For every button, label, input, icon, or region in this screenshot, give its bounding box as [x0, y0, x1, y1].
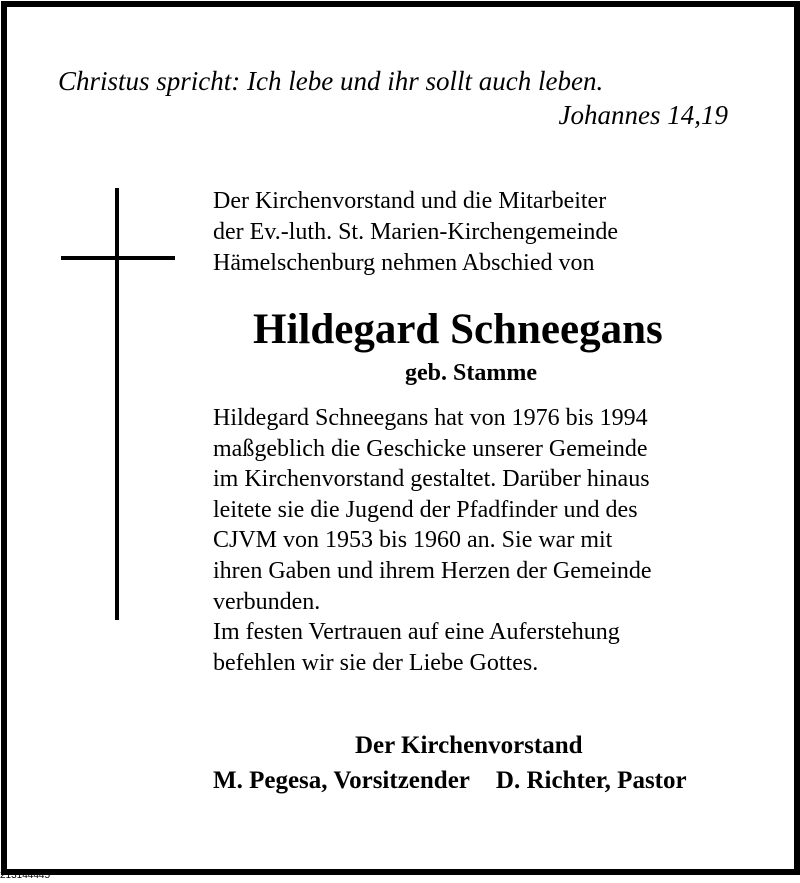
cross-vertical-bar [115, 188, 119, 620]
cross-horizontal-bar [61, 256, 175, 260]
tribute-text [213, 403, 651, 678]
tribute-line: befehlen wir sie der Liebe Gottes. [213, 649, 539, 676]
deceased-name: Hildegard Schneegans [253, 306, 663, 353]
tribute-line: leitete sie die Jugend der Pfadfinder und des [213, 496, 638, 523]
signer-pastor: D. Richter, Pastor [495, 767, 687, 794]
tribute-line: ihren Gaben und ihrem Herzen der Gemeinde [213, 557, 652, 584]
maiden-name: geb. Stamme [405, 360, 537, 386]
ad-code: 213144445 [0, 870, 51, 881]
tribute-line: maßgeblich die Geschicke unserer Gemeinde [213, 435, 648, 462]
intro-line: Der Kirchenvorstand und die Mitarbeiter [213, 188, 607, 214]
tribute-line: im Kirchenvorstand gestaltet. Darüber hinaus [213, 466, 650, 493]
tribute-line: CJVM von 1953 bis 1960 an. Sie war mit [213, 527, 613, 554]
intro-text [213, 186, 618, 279]
signer-chair: M. Pegesa, Vorsitzender [213, 767, 470, 794]
signature-names [213, 767, 687, 795]
epigraph-reference: Johannes 14,19 [558, 100, 728, 130]
tribute-line: Hildegard Schneegans hat von 1976 bis 1994 [213, 405, 648, 431]
tribute-line: Im festen Vertrauen auf eine Auferstehung [213, 619, 620, 646]
intro-line: der Ev.-luth. St. Marien-Kirchengemeinde [213, 219, 618, 245]
signature-title: Der Kirchenvorstand [355, 732, 583, 759]
intro-line: Hämelschenburg nehmen Abschied von [213, 250, 595, 276]
tribute-line: verbunden. [213, 588, 321, 615]
epigraph-quote: Christus spricht: Ich lebe und ihr sollt auch leben. [58, 66, 604, 96]
